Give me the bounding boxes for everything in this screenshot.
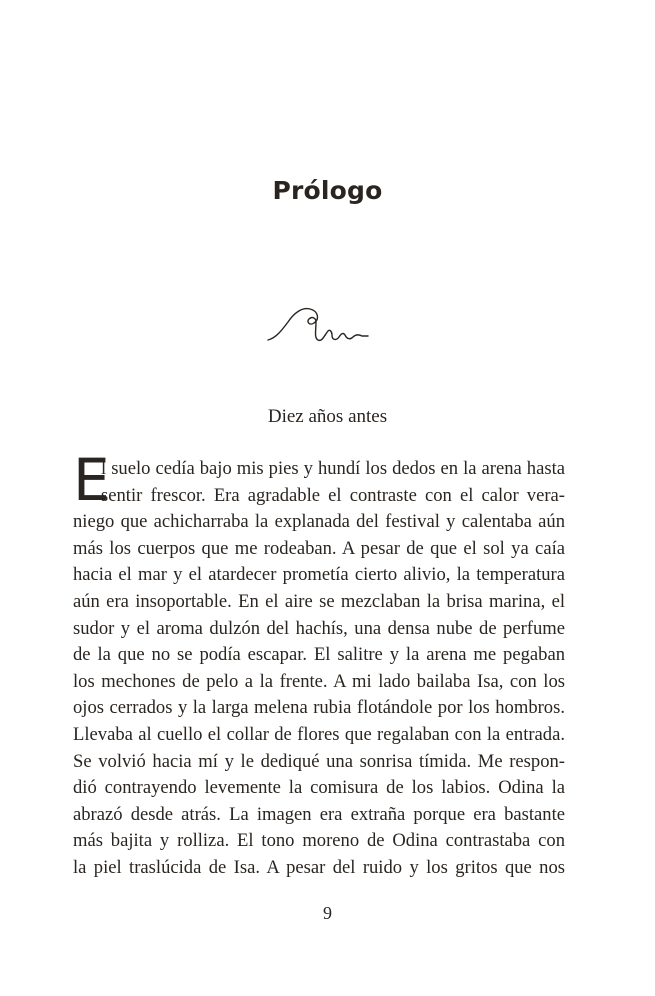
text-line: sudor y el aroma dulzón del hachís, una densa nube de perfume [73, 617, 565, 639]
chapter-subtitle: Diez años antes [267, 406, 388, 427]
text-line: niego que achicharraba la explanada del festival y calentaba aún [73, 511, 565, 533]
drop-cap: E [73, 446, 110, 514]
text-line: abrazó desde atrás. La imagen era extraña porque era bastante [73, 803, 565, 825]
text-line: Se volvió hacia mí y le dediqué una sonrisa tímida. Me respon- [73, 750, 565, 772]
text-line: más bajita y rolliza. El tono moreno de Odina contrastaba con [73, 830, 565, 852]
page-number: 9 [323, 903, 332, 923]
text-line: l suelo cedía bajo mis pies y hundí los dedos en la arena hasta [101, 458, 565, 479]
text-line: hacia el mar y el atardecer prometía cierto alivio, la temperatura [73, 564, 565, 586]
wave-icon [264, 304, 374, 348]
text-line: dió contrayendo levemente la comisura de los labios. Odina la [73, 777, 565, 799]
text-line: la piel traslúcida de Isa. A pesar del ruido y los gritos que nos [73, 856, 565, 878]
text-line: Llevaba al cuello el collar de flores que regalaban con la entrada. [73, 723, 565, 745]
body-paragraph [73, 446, 565, 882]
text-line: aún era insoportable. En el aire se mezclaban la brisa marina, el [73, 590, 565, 612]
chapter-title: Prólogo [272, 176, 383, 205]
text-line: ojos cerrados y la larga melena rubia flotándole por los hombros. [73, 697, 565, 719]
text-line: sentir frescor. Era agradable el contraste con el calor vera- [101, 484, 565, 506]
text-line: de la que no se podía escapar. El salitre y la arena me pegaban [73, 644, 565, 666]
text-line: más los cuerpos que me rodeaban. A pesar de que el sol ya caía [73, 537, 565, 559]
text-line: los mechones de pelo a la frente. A mi lado bailaba Isa, con los [73, 670, 565, 692]
